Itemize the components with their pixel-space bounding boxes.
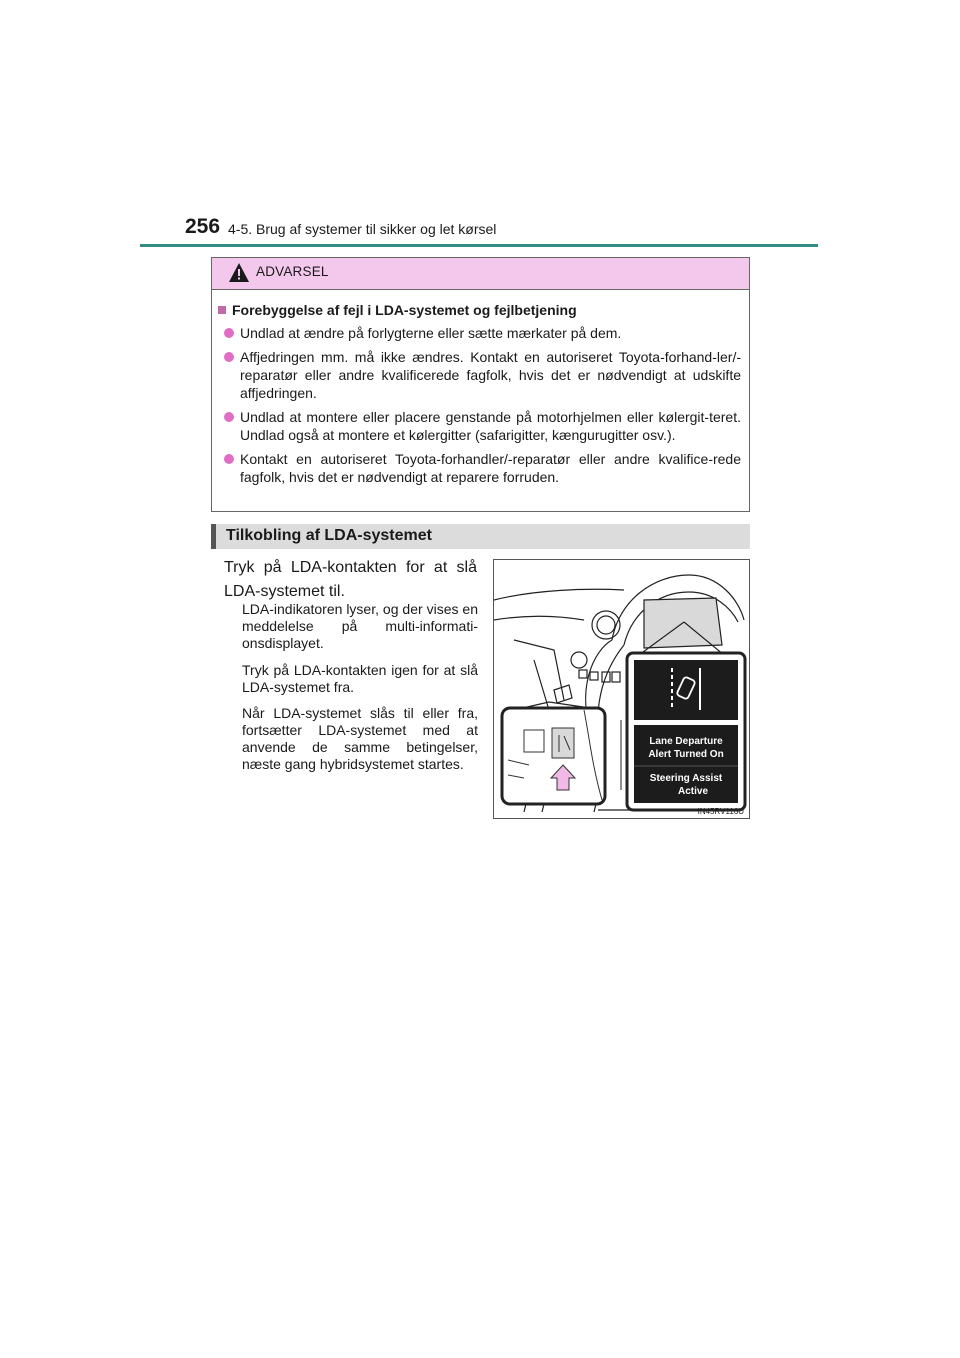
warning-heading-text: Forebyggelse af fejl i LDA-systemet og fejlbetjening [232,302,577,318]
display-line-4: Active [677,786,709,797]
section-band-title: Tilkobling af LDA-systemet [226,527,432,544]
warning-header [212,258,749,290]
list-item [218,348,741,402]
warning-body [212,290,749,486]
warning-box [211,257,750,512]
warning-subheading [218,302,741,318]
list-item-text: Kontakt en autoriseret Toyota-forhandler/-reparatør eller andre kvalifice-rede fagfolk, hvis det er nødvendigt at reparere forruden. [240,451,741,485]
warning-triangle-icon [228,262,250,284]
display-line-2: Alert Turned On [648,749,724,760]
display-line-1: Lane Departure [649,736,723,747]
list-item [218,408,741,444]
bullet-dot-icon [224,454,234,464]
page-number: 256 [185,215,221,238]
bullet-dot-icon [224,412,234,422]
list-item-text: Undlad at montere eller placere genstande på motorhjelmen eller kølergit-teret. Undlad også at montere et kølergitter (safarigitter, kængurugitter osv.). [240,409,741,443]
paragraph-turn-off: Tryk på LDA-kontakten igen for at slå LDA-systemet fra. [242,662,478,695]
list-item [218,450,741,486]
warning-label: ADVARSEL [256,264,329,279]
figure-code: IN45RV116U [697,807,744,816]
bullet-dot-icon [224,352,234,362]
lda-figure [493,559,750,819]
square-bullet-icon [218,306,226,314]
header-rule [140,244,818,247]
list-item-text: Affjedringen mm. må ikke ændres. Kontakt en autoriseret Toyota-forhand-ler/-reparatør eller andre kvalificerede fagfolk, hvis det er nødvendigt at udskifte affjedringen. [240,349,741,401]
paragraph-indicator: LDA-indikatoren lyser, og der vises en meddelelse på multi-informati-onsdisplayet. [242,601,478,651]
section-band [211,524,750,549]
list-item-text: Undlad at ændre på forlygterne eller sætte mærkater på dem. [240,325,622,341]
section-title: 4-5. Brug af systemer til sikker og let kørsel [228,221,497,237]
section-band-bar [211,524,216,549]
bullet-dot-icon [224,328,234,338]
display-line-3: Steering Assist [649,773,723,784]
paragraph-retained: Når LDA-systemet slås til eller fra, fortsætter LDA-systemet med at anvende de samme betingelser, næste gang hybridsystemet startes. [242,705,478,772]
main-instruction: Tryk på LDA-kontakten for at slå LDA-systemet til. [224,559,477,600]
dashboard-illustration [494,560,750,819]
list-item [218,324,741,342]
